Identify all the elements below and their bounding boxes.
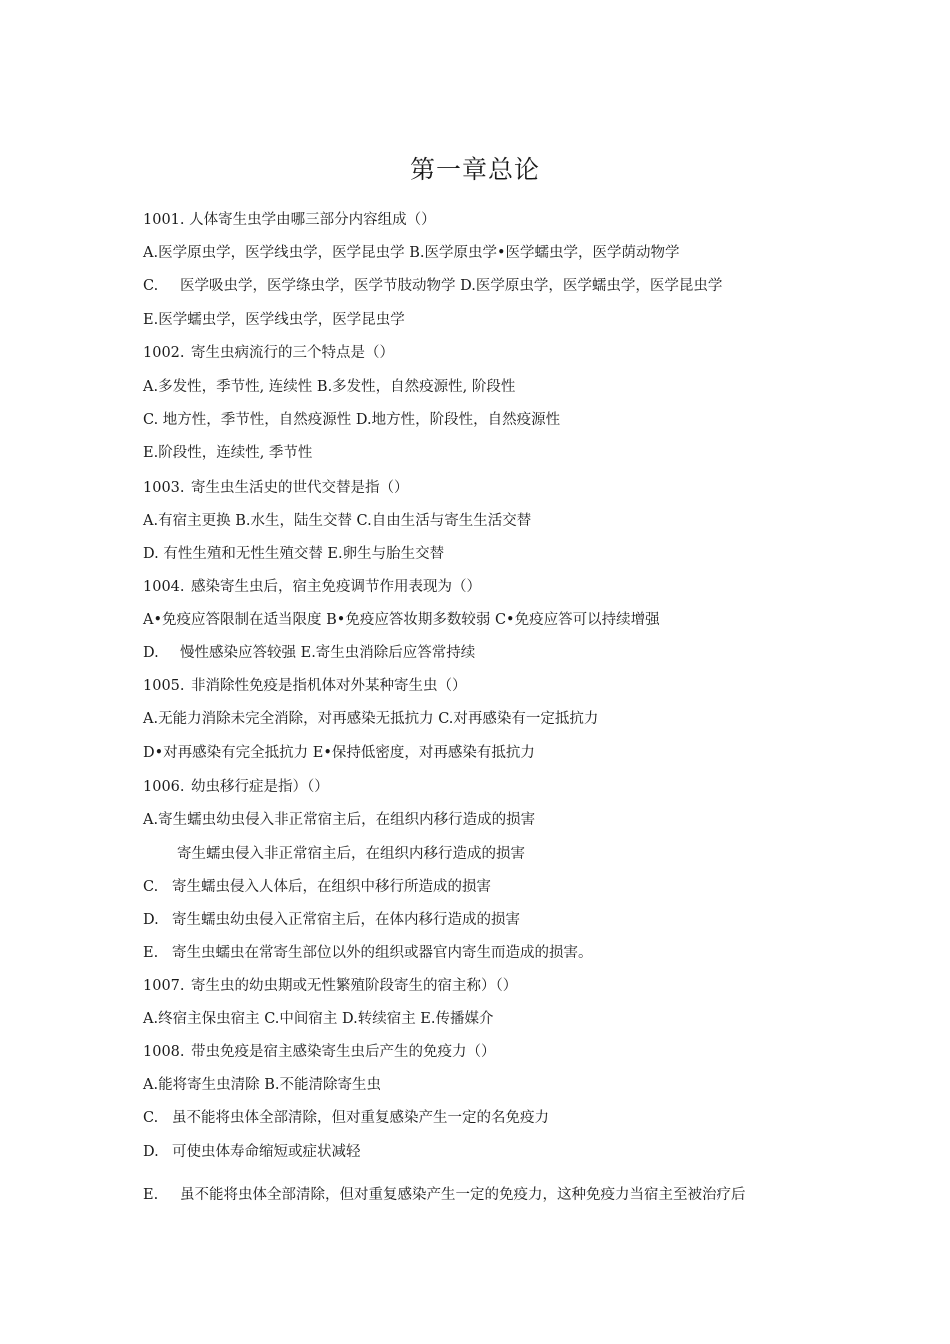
line-text: C. 地方性，季节性，自然疫源性 D.地方性，阶段性，自然疫源性 xyxy=(143,412,561,428)
option-line xyxy=(143,443,910,463)
option-label: C. xyxy=(143,278,159,294)
line-text: D. 有性生殖和无性生殖交替 E.卵生与胎生交替 xyxy=(143,546,445,562)
line-text: 可使虫体寿命缩短或症状减轻 xyxy=(172,1144,361,1160)
question-line xyxy=(143,676,910,696)
question-line xyxy=(143,210,910,230)
line-text: 幼虫移行症是指）（） xyxy=(191,779,329,795)
line-text: 虽不能将虫体全部清除，但对重复感染产生一定的名免疫力 xyxy=(172,1110,549,1126)
line-text: 寄生虫的幼虫期或无性繁殖阶段寄生的宿主称）（） xyxy=(191,978,518,994)
line-text: 寄生蠕虫幼虫侵入正常宿主后，在体内移行造成的损害 xyxy=(172,912,520,928)
line-text: A.无能力消除未完全消除，对再感染无抵抗力 C.对再感染有一定抵抗力 xyxy=(143,711,599,727)
line-text: A.医学原虫学，医学线虫学，医学昆虫学 B.医学原虫学•医学蠕虫学，医学荫动物学 xyxy=(143,245,680,261)
line-text: A.寄生蠕虫幼虫侵入非正常宿主后，在组织内移行造成的损害 xyxy=(143,812,536,828)
line-text: 寄生蠕虫侵入人体后，在组织中移行所造成的损害 xyxy=(172,879,491,895)
question-line xyxy=(143,577,910,597)
chapter-title: 第一章总论 xyxy=(409,155,540,184)
question-number: 1006. xyxy=(143,779,185,795)
option-line xyxy=(143,844,910,864)
option-line xyxy=(143,877,910,897)
question-number: 1003. xyxy=(143,480,185,496)
line-text: E.医学蠕虫学，医学线虫学，医学昆虫学 xyxy=(143,312,405,328)
question-number: 1004. xyxy=(143,579,185,595)
question-number: 1008. xyxy=(143,1044,185,1060)
option-label: D. xyxy=(143,912,159,928)
option-label: E. xyxy=(143,1187,159,1203)
option-label: E. xyxy=(143,945,159,961)
option-line xyxy=(143,610,910,630)
option-line xyxy=(143,377,910,397)
option-line xyxy=(143,410,910,430)
line-text: A•免疫应答限制在适当限度 B•免疫应答妆期多数较弱 C•免疫应答可以持续增强 xyxy=(143,612,660,628)
question-number: 1007. xyxy=(143,978,185,994)
option-line xyxy=(143,1075,910,1095)
option-line xyxy=(143,810,910,830)
option-line xyxy=(143,643,910,663)
question-line xyxy=(143,976,910,996)
line-text: D•对再感染有完全抵抗力 E•保持低密度，对再感染有抵抗力 xyxy=(143,745,535,761)
line-text: A.多发性，季节性, 连续性 B.多发性，自然疫源性, 阶段性 xyxy=(143,379,516,395)
question-line xyxy=(143,478,910,498)
option-line xyxy=(143,709,910,729)
line-text: A.能将寄生虫清除 B.不能清除寄生虫 xyxy=(143,1077,381,1093)
option-line xyxy=(143,743,910,763)
option-line xyxy=(143,243,910,263)
line-text: 寄生虫蠕虫在常寄生部位以外的组织或器官内寄生而造成的损害。 xyxy=(172,945,593,961)
option-line xyxy=(143,943,910,963)
question-number: 1005. xyxy=(143,678,185,694)
line-text: 虽不能将虫体全部清除，但对重复感染产生一定的免疫力，这种免疫力当宿主至被治疗后 xyxy=(180,1187,746,1203)
option-label: C. xyxy=(143,879,159,895)
line-text: 寄生虫病流行的三个特点是（） xyxy=(191,345,394,361)
line-text: 医学吸虫学，医学绦虫学，医学节肢动物学 D.医学原虫学，医学蠕虫学，医学昆虫学 xyxy=(180,278,723,294)
line-text: 寄生蠕虫侵入非正常宿主后，在组织内移行造成的损害 xyxy=(177,846,525,862)
option-line xyxy=(143,1108,910,1128)
line-text: 慢性感染应答较强 E.寄生虫消除后应答常持续 xyxy=(180,645,476,661)
question-number: 1002. xyxy=(143,345,185,361)
line-text: A.终宿主保虫宿主 C.中间宿主 D.转续宿主 E.传播媒介 xyxy=(143,1011,494,1027)
line-text: 带虫免疫是宿主感染寄生虫后产生的免疫力（） xyxy=(191,1044,496,1060)
option-line xyxy=(143,1009,910,1029)
line-text: 非消除性免疫是指机体对外某种寄生虫（） xyxy=(191,678,467,694)
option-line xyxy=(143,276,910,296)
option-line xyxy=(143,310,910,330)
option-label: D. xyxy=(143,645,159,661)
line-text: E.阶段性，连续性, 季节性 xyxy=(143,445,313,461)
question-line xyxy=(143,343,910,363)
line-text: 感染寄生虫后，宿主免疫调节作用表现为（） xyxy=(191,579,481,595)
option-label: D. xyxy=(143,1144,159,1160)
option-line xyxy=(143,1185,910,1205)
option-line xyxy=(143,544,910,564)
option-line xyxy=(143,910,910,930)
line-text: 1001. 人体寄生虫学由哪三部分内容组成（） xyxy=(143,212,436,228)
line-text: A.有宿主更换 B.水生，陆生交替 C.自由生活与寄生生活交替 xyxy=(143,513,532,529)
line-text: 寄生虫生活史的世代交替是指（） xyxy=(191,480,409,496)
question-line xyxy=(143,1042,910,1062)
option-line xyxy=(143,511,910,531)
option-line xyxy=(143,1142,910,1162)
question-line xyxy=(143,777,910,797)
option-label: C. xyxy=(143,1110,159,1126)
